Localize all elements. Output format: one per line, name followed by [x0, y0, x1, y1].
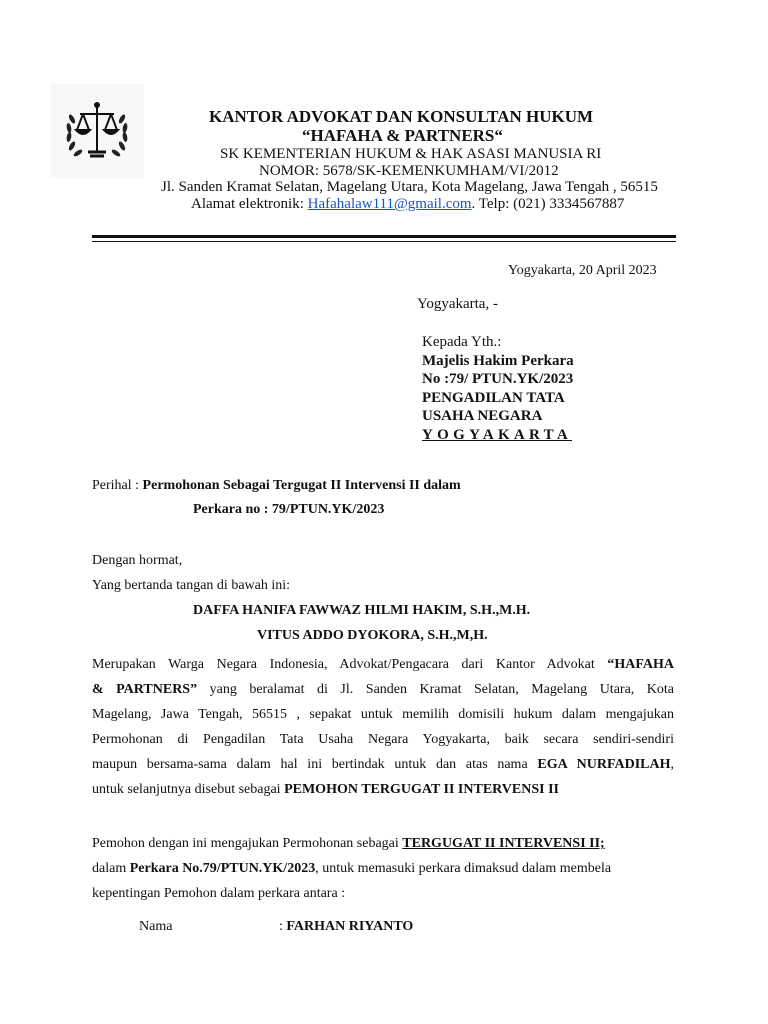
place-line: Yogyakarta, -: [417, 296, 498, 312]
subject-line2: Perkara no : 79/PTUN.YK/2023: [193, 502, 385, 517]
paragraph-petition: [92, 831, 674, 906]
para1-line3: Magelang, Jawa Tengah, 56515 , sepakat untuk memilih domisili hukum dalam mengajukan: [92, 707, 674, 722]
recipient-line4: USAHA NEGARA: [422, 408, 543, 424]
phone-text: . Telp: (021) 3334567887: [471, 196, 625, 212]
firm-address: Jl. Sanden Kramat Selatan, Magelang Utara, Kota Magelang, Jawa Tengah , 56515: [161, 179, 658, 195]
party-name: FARHAN RIYANTO: [286, 919, 414, 934]
firm-name: “HAFAHA & PARTNERS“: [302, 126, 503, 145]
recipient-line1: Majelis Hakim Perkara: [422, 352, 574, 369]
signatory-1: DAFFA HANIFA FAWWAZ HILMI HAKIM, S.H.,M.H.: [193, 603, 531, 618]
decree-number: NOMOR: 5678/SK-KEMENKUMHAM/VI/2012: [259, 163, 559, 179]
intro-line: Yang bertanda tangan di bawah ini:: [92, 578, 291, 593]
contact-line: [191, 196, 624, 213]
recipient-city: YOGYAKARTA: [422, 426, 572, 443]
firm-logo: [50, 84, 144, 178]
decree-line: SK KEMENTERIAN HUKUM & HAK ASASI MANUSIA RI: [220, 146, 602, 162]
para1-line2: & PARTNERS” yang beralamat di Jl. Sanden Kramat Selatan, Magelang Utara, Kota: [92, 682, 675, 697]
para2-line1: Pemohon dengan ini mengajukan Permohonan sebagai TERGUGAT II INTERVENSI II;: [92, 836, 605, 851]
scales-of-justice-icon: [50, 84, 144, 178]
signatory-2: VITUS ADDO DYOKORA, S.H.,M,H.: [257, 628, 488, 643]
letterhead-divider-thick: [92, 235, 676, 238]
paragraph-representation: [92, 652, 674, 802]
email-link[interactable]: Hafahalaw111@gmail.com: [307, 196, 472, 212]
party-name-value: [279, 919, 413, 935]
recipient-line2: No :79/ PTUN.YK/2023: [422, 371, 574, 387]
date-line: Yogyakarta, 20 April 2023: [508, 263, 657, 278]
greeting: Dengan hormat,: [92, 553, 183, 568]
office-name: KANTOR ADVOKAT DAN KONSULTAN HUKUM: [209, 107, 594, 126]
para2-line3: kepentingan Pemohon dalam perkara antara :: [92, 886, 346, 901]
para2-line2: dalam Perkara No.79/PTUN.YK/2023, untuk memasuki perkara dimaksud dalam membela: [92, 861, 612, 876]
letterhead-divider-thin: [92, 241, 676, 242]
email-label: Alamat elektronik:: [191, 196, 308, 212]
subject-line1: [92, 478, 461, 494]
para1-line4: Permohonan di Pengadilan Tata Usaha Negara Yogyakarta, baik secara sendiri-sendiri: [92, 732, 674, 747]
party-separator: :: [279, 919, 287, 934]
para1-line5: maupun bersama-sama dalam hal ini bertindak untuk dan atas nama EGA NURFADILAH,: [92, 757, 674, 772]
recipient-block: [422, 333, 622, 444]
party-name-label: Nama: [139, 919, 173, 934]
subject-label: Perihal :: [92, 478, 143, 493]
subject-text: Permohonan Sebagai Tergugat II Intervensi II dalam: [142, 478, 461, 493]
recipient-salutation: Kepada Yth.:: [422, 334, 502, 350]
recipient-line3: PENGADILAN TATA: [422, 389, 565, 406]
para1-line6: untuk selanjutnya disebut sebagai PEMOHON TERGUGAT II INTERVENSI II: [92, 782, 559, 797]
para1-line1: Merupakan Warga Negara Indonesia, Advokat/Pengacara dari Kantor Advokat “HAFAHA: [92, 657, 674, 672]
